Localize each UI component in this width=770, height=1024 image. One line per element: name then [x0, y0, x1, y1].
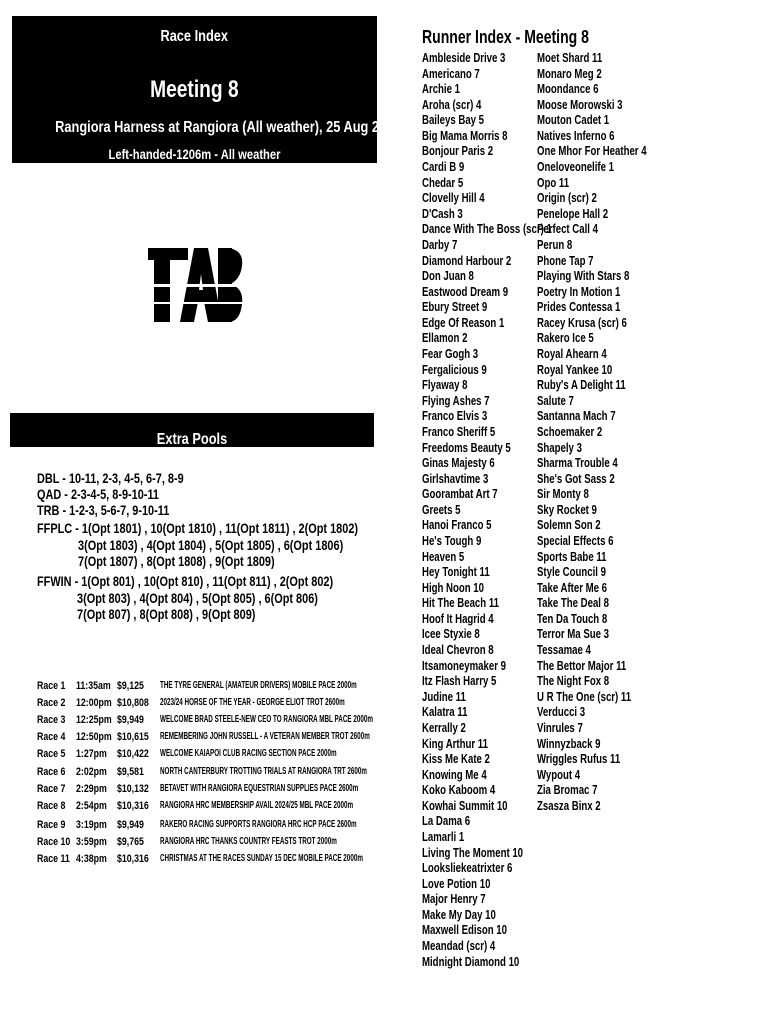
race-prize: $9,765	[117, 836, 144, 848]
runner-entry	[422, 922, 537, 937]
race-name: RANGIORA HRC MEMBERSHIP AVAIL 2024/25 MBL PACE 2000m	[160, 800, 354, 811]
runner-entry	[422, 502, 474, 517]
runner-entry	[537, 66, 624, 81]
runner-entry	[422, 907, 522, 922]
runner-entry	[422, 81, 473, 96]
runner-entry	[537, 673, 635, 688]
runner-entry	[422, 689, 481, 704]
runner-entry	[537, 330, 614, 345]
runner-name: The Night Fox 8	[537, 673, 610, 689]
pool-ffplc-line: 7(Opt 1807) , 8(Opt 1808) , 9(Opt 1809)	[78, 553, 275, 569]
runner-name: Heaven 5	[422, 548, 465, 564]
runner-entry	[537, 143, 685, 158]
runner-name: Shapely 3	[537, 439, 582, 455]
runner-name: Don Juan 8	[422, 268, 474, 284]
runner-name: Kiss Me Kate 2	[422, 751, 490, 767]
runner-name: Ebury Street 9	[422, 299, 488, 315]
runner-entry	[537, 720, 599, 735]
runner-entry	[537, 798, 623, 813]
race-time: 11:35am	[76, 680, 111, 692]
runner-name: Girlshavtime 3	[422, 470, 489, 486]
runner-name: Sharma Trouble 4	[537, 455, 618, 471]
runner-name: Monaro Meg 2	[537, 65, 602, 81]
runner-entry	[537, 393, 587, 408]
race-time: 3:19pm	[76, 819, 107, 831]
race-name: 2023/24 HORSE OF THE YEAR - GEORGE ELIOT TROT 2600m	[160, 697, 345, 708]
runner-entry	[422, 595, 526, 610]
runner-name: Salute 7	[537, 392, 574, 408]
runner-name: Wypout 4	[537, 766, 581, 782]
race-time: 2:29pm	[76, 783, 107, 795]
runner-name: Love Potion 10	[422, 875, 491, 891]
runner-name: Ambleside Drive 3	[422, 50, 506, 65]
race-prize: $9,949	[117, 714, 144, 726]
runner-entry	[537, 642, 610, 657]
runner-entry	[422, 517, 516, 532]
runner-entry	[537, 626, 634, 641]
runner-entry	[537, 424, 625, 439]
runner-entry	[422, 471, 512, 486]
runner-entry	[422, 377, 483, 392]
runner-entry	[422, 112, 506, 127]
runner-entry	[537, 346, 631, 361]
runner-name: Ellamon 2	[422, 330, 468, 346]
runner-name: Hanoi Franco 5	[422, 517, 492, 533]
runner-name: Judine 11	[422, 688, 466, 704]
runner-entry	[537, 175, 580, 190]
runner-name: Flying Ashes 7	[422, 392, 490, 408]
race-number: Race 6	[37, 766, 66, 778]
runner-name: Racey Krusa (scr) 6	[537, 314, 627, 330]
race-name: THE TYRE GENERAL (AMATEUR DRIVERS) MOBILE PACE 2000m	[160, 680, 357, 691]
runner-entry	[537, 377, 657, 392]
pool-ffplc-line: 3(Opt 1803) , 4(Opt 1804) , 5(Opt 1805) , 6(Opt 1806)	[78, 537, 344, 553]
pool-qad: QAD - 2-3-4-5, 8-9-10-11	[37, 486, 159, 502]
runner-name: Tessamae 4	[537, 642, 591, 658]
race-name: NORTH CANTERBURY TROTTING TRIALS AT RANGIORA TRT 2600m	[160, 766, 367, 777]
runner-entry	[422, 533, 502, 548]
track-info: Left-handed-1206m - All weather	[108, 146, 281, 162]
runner-entry	[537, 237, 585, 252]
runner-entry	[422, 455, 520, 470]
runner-name: High Noon 10	[422, 579, 484, 595]
runner-name: Perfect Call 4	[537, 221, 598, 237]
runner-name: Oneloveonelife 1	[537, 159, 614, 175]
runner-name: Aroha (scr) 4	[422, 96, 482, 112]
runner-name: Take The Deal 8	[537, 595, 610, 611]
runner-entry	[422, 611, 519, 626]
runner-entry	[422, 704, 483, 719]
runner-entry	[422, 97, 502, 112]
runner-name: U R The One (scr) 11	[537, 688, 632, 704]
race-index-header	[12, 16, 401, 163]
runner-entry	[422, 206, 477, 221]
tab-logo	[140, 244, 245, 326]
runner-entry	[422, 876, 514, 891]
runner-entry	[422, 362, 509, 377]
runner-entry	[422, 50, 535, 65]
runner-entry	[422, 580, 506, 595]
runner-name: Origin (scr) 2	[537, 190, 597, 206]
race-prize: $9,125	[117, 680, 144, 692]
runner-name: Playing With Stars 8	[537, 268, 630, 284]
race-time: 12:00pm	[76, 697, 112, 709]
runner-entry	[422, 845, 559, 860]
race-number: Race 10	[37, 836, 71, 848]
runner-entry	[422, 642, 519, 657]
runner-entry	[537, 50, 625, 65]
runner-entry	[422, 330, 483, 345]
runner-name: D'Cash 3	[422, 205, 463, 221]
runner-name: Sky Rocket 9	[537, 501, 597, 517]
runner-entry	[537, 97, 653, 112]
runner-name: Major Henry 7	[422, 891, 486, 907]
runner-name: Make My Day 10	[422, 906, 496, 922]
runner-entry	[537, 689, 664, 704]
runner-name: Penelope Hall 2	[537, 205, 609, 221]
race-name: RANGIORA HRC THANKS COUNTRY FEASTS TROT 2000m	[160, 836, 337, 847]
runner-entry	[537, 190, 618, 205]
runner-name: Archie 1	[422, 81, 460, 97]
race-number: Race 11	[37, 853, 70, 865]
runner-name: Kowhai Summit 10	[422, 797, 508, 813]
runner-name: Eastwood Dream 9	[422, 283, 509, 299]
race-name: CHRISTMAS AT THE RACES SUNDAY 15 DEC MOBILE PACE 2000m	[160, 853, 363, 864]
runner-name: Mouton Cadet 1	[537, 112, 610, 128]
race-time: 2:02pm	[76, 766, 107, 778]
runner-entry	[422, 813, 487, 828]
race-prize: $10,316	[117, 853, 149, 865]
runner-name: Hey Tonight 11	[422, 564, 490, 580]
runner-entry	[422, 159, 479, 174]
runner-name: Terror Ma Sue 3	[537, 626, 609, 642]
runner-entry	[537, 782, 619, 797]
runner-entry	[422, 408, 510, 423]
runner-entry	[537, 533, 640, 548]
runner-name: La Dama 6	[422, 813, 471, 829]
runner-entry	[422, 658, 535, 673]
runner-name: Wriggles Rufus 11	[537, 751, 621, 767]
runner-name: Edge Of Reason 1	[422, 314, 505, 330]
runner-name: Schoemaker 2	[537, 423, 603, 439]
pool-ffwin-line: 7(Opt 807) , 8(Opt 808) , 9(Opt 809)	[77, 606, 256, 622]
runner-entry	[537, 611, 632, 626]
runner-entry	[537, 704, 602, 719]
runner-name: Sports Babe 11	[537, 548, 607, 564]
runner-name: Ten Da Touch 8	[537, 610, 608, 626]
runner-name: Baileys Bay 5	[422, 112, 485, 128]
runner-name: Kerrally 2	[422, 719, 466, 735]
runner-entry	[422, 190, 507, 205]
runner-name: Kalatra 11	[422, 704, 468, 720]
race-number: Race 9	[37, 819, 66, 831]
runner-name: One Mhor For Heather 4	[537, 143, 647, 159]
runner-name: Diamond Harbour 2	[422, 252, 512, 268]
runner-entry	[537, 440, 598, 455]
race-number: Race 8	[37, 800, 66, 812]
runner-name: Itz Flash Harry 5	[422, 673, 497, 689]
runner-entry	[422, 268, 492, 283]
venue-date: Rangiora Harness at Rangiora (All weather), 25 Aug 2024	[55, 119, 401, 136]
runner-entry	[537, 580, 632, 595]
runner-entry	[537, 658, 658, 673]
runner-name: Zia Bromac 7	[537, 782, 598, 798]
runner-name: Meandad (scr) 4	[422, 938, 496, 954]
race-name: WELCOME KAIAPOI CLUB RACING SECTION PACE 2000m	[160, 748, 337, 759]
race-time: 12:25pm	[76, 714, 112, 726]
runner-name: Knowing Me 4	[422, 766, 487, 782]
extra-pools-heading: Extra Pools	[156, 431, 228, 448]
runner-entry	[537, 455, 646, 470]
race-prize: $10,808	[117, 697, 149, 709]
race-prize: $10,316	[117, 800, 149, 812]
runner-name: Maxwell Edison 10	[422, 922, 508, 938]
runner-name: Flyaway 8	[422, 377, 468, 393]
pool-ffwin: FFWIN - 1(Opt 801) , 10(Opt 810) , 11(Opt 811) , 2(Opt 802)	[37, 573, 334, 589]
runner-entry	[537, 767, 595, 782]
race-name: RAKERO RACING SUPPORTS RANGIORA HRC HCP PACE 2600m	[160, 819, 357, 830]
race-time: 4:38pm	[76, 853, 107, 865]
runner-entry	[537, 206, 633, 221]
runner-name: Take After Me 6	[537, 579, 608, 595]
runner-name: Opo 11	[537, 174, 570, 190]
runner-entry	[537, 486, 607, 501]
race-index-heading: Race Index	[160, 28, 229, 45]
runner-name: Natives Inferno 6	[537, 127, 615, 143]
runner-entry	[537, 736, 623, 751]
runner-name: He's Tough 9	[422, 532, 482, 548]
runner-name: Greets 5	[422, 501, 461, 517]
race-name: WELCOME BRAD STEELE-NEW CEO TO RANGIORA MBL PACE 2000m	[160, 714, 373, 725]
runner-entry	[422, 736, 511, 751]
race-number: Race 4	[37, 731, 66, 743]
runner-entry	[422, 393, 513, 408]
runner-name: Ideal Chevron 8	[422, 642, 494, 658]
runner-name: Living The Moment 10	[422, 844, 524, 860]
runner-name: Style Council 9	[537, 564, 606, 580]
runner-name: Itsamoneymaker 9	[422, 657, 506, 673]
runner-entry	[422, 440, 542, 455]
runner-entry	[422, 782, 521, 797]
runner-entry	[422, 284, 538, 299]
runner-name: Royal Ahearn 4	[537, 346, 607, 362]
runner-entry	[422, 143, 518, 158]
runner-name: Midnight Diamond 10	[422, 953, 520, 969]
runner-name: Sir Monty 8	[537, 486, 589, 502]
runner-name: Bonjour Paris 2	[422, 143, 494, 159]
runner-name: Franco Sheriff 5	[422, 423, 496, 439]
race-prize: $10,422	[117, 748, 149, 760]
runner-entry	[422, 938, 521, 953]
runner-entry	[422, 860, 544, 875]
runner-entry	[537, 221, 619, 236]
runner-name: Royal Yankee 10	[537, 361, 613, 377]
runner-name: Koko Kaboom 4	[422, 782, 496, 798]
runner-name: Freedoms Beauty 5	[422, 439, 511, 455]
runner-name: Special Effects 6	[537, 532, 614, 548]
runner-entry	[537, 517, 623, 532]
runner-name: Cardi B 9	[422, 159, 465, 175]
race-prize: $10,615	[117, 731, 149, 743]
runner-entry	[537, 362, 639, 377]
runner-name: Dance With The Boss (scr) 1	[422, 221, 552, 237]
runner-entry	[422, 66, 500, 81]
runner-name: Fergalicious 9	[422, 361, 487, 377]
runner-name: Rakero Ice 5	[537, 330, 594, 346]
runner-entry	[422, 751, 514, 766]
runner-name: Phone Tap 7	[537, 252, 594, 268]
runner-name: Hoof It Hagrid 4	[422, 610, 494, 626]
race-prize: $10,132	[117, 783, 149, 795]
runner-entry	[537, 595, 634, 610]
runner-name: She's Got Sass 2	[537, 470, 615, 486]
runner-entry	[537, 159, 641, 174]
runner-entry	[537, 549, 631, 564]
runner-name: Clovelly Hill 4	[422, 190, 485, 206]
pool-dbl: DBL - 10-11, 2-3, 4-5, 6-7, 8-9	[37, 470, 184, 486]
runner-name: Prides Contessa 1	[537, 299, 621, 315]
runner-entry	[422, 829, 479, 844]
runner-entry	[422, 299, 510, 314]
extra-pools-header	[10, 413, 374, 447]
runner-name: King Arthur 11	[422, 735, 488, 751]
runner-name: Lamarli 1	[422, 829, 465, 844]
runner-entry	[422, 549, 479, 564]
pool-trb: TRB - 1-2-3, 5-6-7, 9-10-11	[37, 502, 170, 518]
runner-name: Chedar 5	[422, 174, 464, 190]
runner-name: Verducci 3	[537, 704, 586, 720]
runner-entry	[422, 673, 522, 688]
meeting-title: Meeting 8	[150, 76, 239, 103]
runner-name: Ginas Majesty 6	[422, 455, 495, 471]
runner-name: Goorambat Art 7	[422, 486, 498, 502]
runner-entry	[422, 237, 470, 252]
runner-entry	[537, 299, 650, 314]
race-time: 1:27pm	[76, 748, 107, 760]
runner-entry	[537, 471, 642, 486]
runner-name: Moose Morowski 3	[537, 96, 623, 112]
runner-entry	[422, 954, 553, 969]
runner-name: Zsasza Binx 2	[537, 797, 601, 813]
runner-name: Vinrules 7	[537, 719, 583, 735]
runner-entry	[537, 564, 630, 579]
runner-name: Hit The Beach 11	[422, 595, 499, 611]
runner-entry	[422, 720, 481, 735]
runner-entry	[422, 424, 521, 439]
runner-entry	[537, 502, 618, 517]
runner-entry	[422, 175, 478, 190]
race-number: Race 2	[37, 697, 66, 709]
runner-name: Moet Shard 11	[537, 50, 603, 65]
runner-entry	[422, 891, 508, 906]
race-number: Race 3	[37, 714, 66, 726]
runner-name: Fear Gogh 3	[422, 346, 479, 362]
race-number: Race 7	[37, 783, 66, 795]
runner-entry	[537, 751, 649, 766]
runner-entry	[422, 346, 498, 361]
runner-name: Santanna Mach 7	[537, 408, 616, 424]
race-time: 3:59pm	[76, 836, 107, 848]
runner-entry	[422, 626, 500, 641]
runner-entry	[537, 408, 643, 423]
race-number: Race 5	[37, 748, 66, 760]
runner-name: Darby 7	[422, 236, 458, 252]
runner-entry	[537, 284, 650, 299]
runner-entry	[422, 798, 538, 813]
race-time: 2:54pm	[76, 800, 107, 812]
race-name: REMEMBERING JOHN RUSSELL - A VETERAN MEMBER TROT 2600m	[160, 731, 370, 742]
runner-entry	[537, 315, 658, 330]
runner-name: Ruby's A Delight 11	[537, 377, 626, 393]
runner-name: Looksliekeatrixter 6	[422, 860, 513, 876]
runner-entry	[537, 268, 662, 283]
runner-entry	[537, 128, 642, 143]
runner-index-title: Runner Index - Meeting 8	[422, 27, 589, 47]
runner-entry	[422, 128, 538, 143]
runner-entry	[422, 253, 543, 268]
runner-name: Americano 7	[422, 65, 480, 81]
race-prize: $9,949	[117, 819, 144, 831]
runner-entry	[537, 112, 635, 127]
runner-name: The Bettor Major 11	[537, 657, 627, 673]
runner-name: Big Mama Morris 8	[422, 127, 508, 143]
race-time: 12:50pm	[76, 731, 112, 743]
runner-name: Perun 8	[537, 236, 573, 252]
pool-ffplc: FFPLC - 1(Opt 1801) , 10(Opt 1810) , 11(Opt 1811) , 2(Opt 1802)	[37, 520, 359, 536]
runner-entry	[422, 315, 533, 330]
pool-ffwin-line: 3(Opt 803) , 4(Opt 804) , 5(Opt 805) , 6(Opt 806)	[77, 590, 318, 606]
race-name: BETAVET WITH RANGIORA EQUESTRIAN SUPPLIES PACE 2600m	[160, 783, 359, 794]
runner-name: Solemn Son 2	[537, 517, 601, 533]
race-prize: $9,581	[117, 766, 144, 778]
runner-entry	[422, 564, 514, 579]
runner-name: Winnyzback 9	[537, 735, 601, 751]
race-number: Race 1	[37, 680, 66, 692]
runner-entry	[537, 253, 613, 268]
runner-entry	[422, 767, 509, 782]
runner-name: Moondance 6	[537, 81, 599, 97]
runner-name: Franco Elvis 3	[422, 408, 488, 424]
runner-entry	[537, 81, 620, 96]
runner-name: Poetry In Motion 1	[537, 283, 621, 299]
runner-entry	[422, 486, 524, 501]
runner-name: Icee Styxie 8	[422, 626, 480, 642]
